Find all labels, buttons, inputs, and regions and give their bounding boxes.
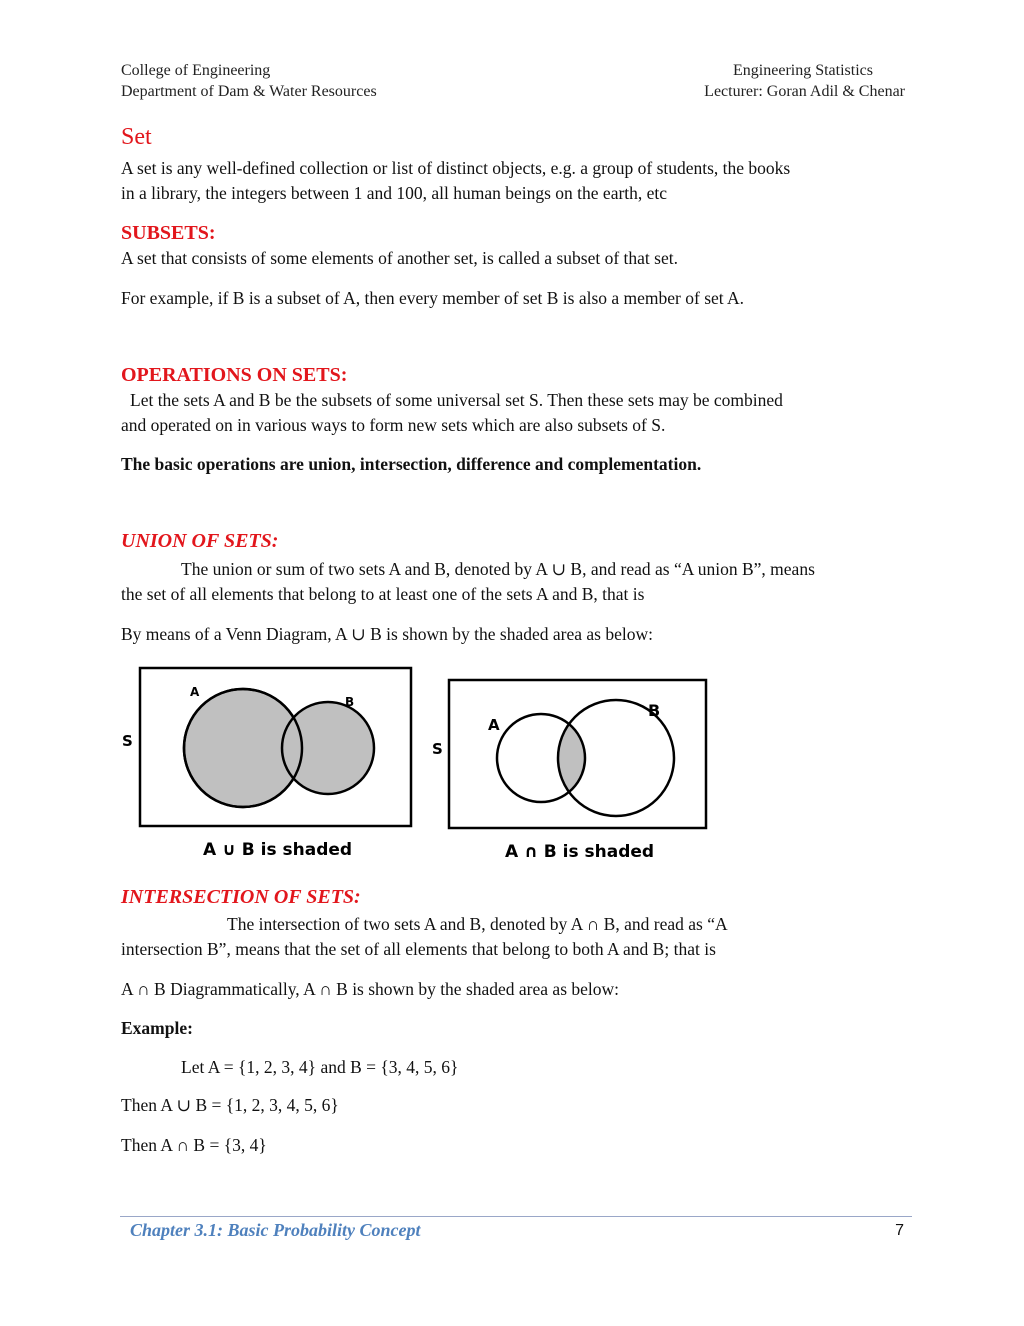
union-b-label: B: [345, 695, 355, 709]
example-intersection: Then A ∩ B = {3, 4}: [121, 1135, 267, 1155]
operations-heading: OPERATIONS ON SETS:: [121, 364, 348, 386]
intersection-s-label: S: [432, 740, 443, 758]
subsets-heading: SUBSETS:: [121, 222, 216, 244]
footer-divider: [120, 1216, 912, 1217]
subsets-para-1: A set that consists of some elements of another set, is called a subset of that set.: [121, 248, 678, 268]
header-college: College of Engineering: [121, 62, 271, 79]
set-heading: Set: [121, 124, 152, 150]
intersection-heading: INTERSECTION OF SETS:: [121, 886, 361, 908]
set-line-2: in a library, the integers between 1 and 100, all human beings on the earth, etc: [121, 183, 668, 203]
header-lecturer: Lecturer: Goran Adil & Chenar: [704, 83, 905, 100]
union-heading: UNION OF SETS:: [121, 530, 279, 552]
intersection-line-1: The intersection of two sets A and B, denoted by A ∩ B, and read as “A: [227, 914, 728, 934]
footer-chapter: Chapter 3.1: Basic Probability Concept: [130, 1220, 421, 1240]
intersection-a-label: A: [488, 716, 500, 734]
intersection-caption: A ∩ B is shaded: [505, 842, 655, 862]
intersection-venn: [432, 680, 706, 862]
page-number: 7: [895, 1222, 904, 1239]
intersection-para: [121, 912, 906, 962]
header-right: [660, 60, 905, 102]
subsets-para-2: For example, if B is a subset of A, then every member of set B is also a member of set A.: [121, 288, 745, 308]
union-a-label: A: [190, 685, 200, 699]
union-para: [121, 557, 906, 607]
intersection-b-label: B: [648, 701, 661, 720]
intersection-diagram-note: A ∩ B Diagrammatically, A ∩ B is shown by the shaded area as below:: [121, 979, 620, 999]
header-left: [121, 60, 377, 102]
header-course: Engineering Statistics: [733, 62, 873, 79]
set-definition: [121, 156, 906, 206]
union-line-2: the set of all elements that belong to at least one of the sets A and B, that is: [121, 584, 645, 604]
set-line-1: A set is any well-defined collection or list of distinct objects, e.g. a group of students, the books: [121, 158, 791, 178]
example-heading: Example:: [121, 1018, 193, 1038]
example-sets: Let A = {1, 2, 3, 4} and B = {3, 4, 5, 6}: [181, 1057, 459, 1077]
union-circle-b: [282, 702, 374, 794]
operations-line-1: Let the sets A and B be the subsets of some universal set S. Then these sets may be combined: [130, 390, 783, 410]
intersection-line-2: intersection B”, means that the set of all elements that belong to both A and B; that is: [121, 939, 716, 959]
union-s-label: S: [122, 732, 133, 750]
operations-para: [121, 388, 906, 438]
union-line-1: The union or sum of two sets A and B, denoted by A ∪ B, and read as “A union B”, means: [181, 559, 815, 579]
union-venn-intro: By means of a Venn Diagram, A ∪ B is shown by the shaded area as below:: [121, 624, 653, 644]
operations-basic: The basic operations are union, intersection, difference and complementation.: [121, 454, 702, 474]
union-caption: A ∪ B is shaded: [203, 840, 353, 860]
union-venn: [122, 668, 411, 860]
header-department: Department of Dam & Water Resources: [121, 83, 377, 100]
example-union: Then A ∪ B = {1, 2, 3, 4, 5, 6}: [121, 1095, 339, 1115]
operations-line-2: and operated on in various ways to form new sets which are also subsets of S.: [121, 415, 666, 435]
venn-diagrams: [110, 660, 720, 865]
